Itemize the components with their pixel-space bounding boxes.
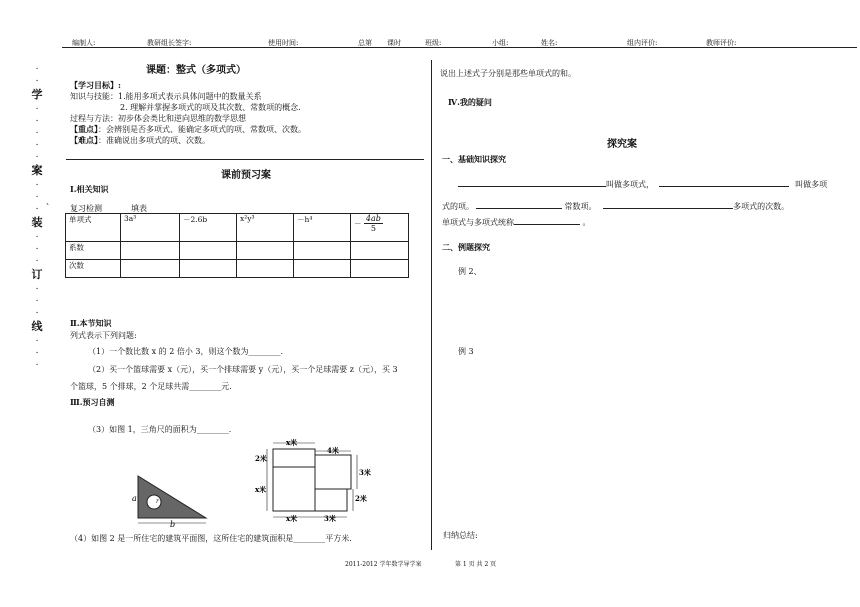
monomial-table (65, 213, 409, 278)
figure-2-bottom-left: x米 (286, 514, 298, 523)
gutter-mark: 、 (46, 197, 54, 206)
header-group-eval: 组内评价: (627, 39, 658, 47)
header-editor: 编制人: (72, 39, 96, 47)
goal-1: 知识与技能：1.能用多项式表示具体问题中的数量关系 (70, 92, 262, 101)
table-row (66, 260, 409, 278)
answer-cell[interactable] (237, 260, 294, 278)
definition-3: 单项式与多项式统称 (442, 218, 514, 227)
gutter-char: 线 (31, 320, 43, 333)
section-1-heading: Ⅰ.相关知识 (70, 184, 109, 194)
answer-cell[interactable] (121, 260, 180, 278)
table-cell: 3a³ (121, 214, 180, 242)
section-3-heading: Ⅲ.预习自测 (70, 397, 115, 407)
question-4: （4）如图 2 是一所住宅的建筑平面图，这所住宅的建筑面积是________平方米. (70, 534, 352, 543)
figure-1-triangle (130, 472, 212, 528)
preview-title: 课前预习案 (221, 170, 271, 181)
part-1-heading: 一、基础知识探究 (442, 154, 506, 164)
gutter-char: . (35, 242, 39, 252)
question-3: （3）如图 1，三角尺的面积为________. (88, 425, 232, 434)
figure-2-left-mid: x米 (255, 485, 267, 494)
answer-blank[interactable] (476, 200, 562, 209)
definition-1a: 叫做多项式， (606, 180, 654, 189)
answer-blank[interactable] (659, 178, 789, 187)
definition-1b: 叫做多项 (795, 180, 828, 189)
gutter-char: . (35, 138, 39, 148)
section-rule (66, 159, 424, 160)
review-label: 复习检测 (70, 204, 102, 213)
binding-gutter (30, 62, 44, 370)
footer-text: 2011-2012 学年数学导学案 (345, 561, 422, 568)
answer-blank[interactable] (458, 178, 606, 187)
gutter-char: . (35, 178, 39, 188)
fill-label: 填表 (131, 204, 147, 213)
definition-2a: 式的项。 (442, 202, 474, 211)
gutter-char: . (35, 294, 39, 304)
gutter-char: . (35, 282, 39, 292)
row-label: 单项式 (66, 214, 121, 242)
gutter-char: . (35, 114, 39, 124)
figure-2-top: x米 (286, 438, 298, 447)
table-cell: x²y³ (237, 214, 294, 242)
example-3: 例 3 (458, 347, 474, 356)
figure-1-label-a: a (132, 494, 137, 503)
gutter-char: . (35, 126, 39, 136)
header-lesson: 课时 (387, 39, 401, 47)
table-row (66, 214, 409, 242)
figure-2-floor-plan (253, 437, 383, 525)
gutter-char: . (35, 358, 39, 368)
summary-label: 归纳总结: (443, 531, 478, 540)
header-name: 姓名: (541, 39, 558, 47)
row-label: 次数 (66, 260, 121, 278)
definition-3-end: 。 (582, 218, 591, 227)
footer-page: 第 1 页 共 2 页 (455, 561, 497, 568)
answer-cell[interactable] (121, 242, 180, 260)
fraction-sign: － (354, 219, 362, 228)
definition-line-2 (442, 200, 789, 212)
header-class: 班级: (425, 39, 442, 47)
answer-blank[interactable] (603, 200, 733, 209)
gutter-char: 装 (31, 216, 43, 229)
answer-cell[interactable] (351, 260, 409, 278)
fraction-numerator: 4ab (365, 214, 381, 223)
definition-line-1 (458, 178, 827, 190)
explore-title: 探究案 (607, 139, 637, 150)
question-2-line-2: 个篮球，5 个排球，2 个足球共需________元. (70, 382, 232, 391)
key-label: 【重点】 (70, 124, 98, 134)
answer-cell[interactable] (351, 242, 409, 260)
answer-cell[interactable] (180, 260, 237, 278)
header-reviewer: 教研组长签字: (147, 39, 192, 47)
definition-2b: 常数项。 (564, 202, 597, 211)
gutter-char: . (35, 190, 39, 200)
figure-2-right-top: 3米 (359, 468, 371, 477)
header-use-time: 使用时间: (268, 39, 299, 47)
table-cell: －h⁴ (294, 214, 351, 242)
definition-line-3 (442, 216, 591, 228)
column-divider (431, 60, 432, 550)
lesson-title: 课题：整式（多项式） (146, 65, 246, 76)
key-point (70, 124, 306, 135)
question-2-line-1: （2）买一个篮球需要 x（元），买一个排球需要 y（元），买一个足球需要 z（元），买 3 (88, 365, 398, 374)
header-rule (62, 47, 857, 48)
gutter-char: . (35, 346, 39, 356)
section-4-heading: Ⅳ.我的疑问 (448, 97, 492, 107)
difficulty-label: 【难点】 (70, 135, 98, 145)
answer-cell[interactable] (237, 242, 294, 260)
row-label: 系数 (66, 242, 121, 260)
answer-cell[interactable] (294, 242, 351, 260)
figure-1-label-b: b (170, 520, 176, 528)
intro-line: 说出上述式子分别是那些单项式的和。 (440, 69, 576, 78)
section-2-heading: Ⅱ.本节知识 (70, 318, 112, 328)
gutter-char: . (35, 334, 39, 344)
gutter-char: . (35, 102, 39, 112)
figure-2-top-right: 4米 (327, 446, 339, 455)
figure-2-left-top: 2米 (255, 454, 267, 463)
gutter-char: . (35, 230, 39, 240)
figure-2-bottom-right: 3米 (324, 514, 336, 523)
gutter-char: . (35, 254, 39, 264)
difficulty-text: ：准确说出多项式的项、次数。 (98, 136, 210, 145)
figure-2-right-bottom: 2米 (355, 494, 367, 503)
gutter-char: 案 (31, 164, 43, 177)
table-cell: －2.6b (180, 214, 237, 242)
definition-2c: 多项式的次数。 (733, 202, 790, 211)
answer-blank[interactable] (514, 216, 580, 225)
table-row (66, 242, 409, 260)
header-total-no: 总第 (358, 39, 372, 47)
section-2-intro: 列式表示下列问题: (70, 331, 137, 340)
question-1: （1）一个数比数 x 的 2 倍小 3，则这个数为________. (88, 347, 284, 356)
key-text: ：会辨别是否多项式、能确定多项式的项、常数项、次数。 (98, 125, 306, 134)
answer-cell[interactable] (180, 242, 237, 260)
goal-2: 2. 理解并掌握多项式的项及其次数、常数项的概念. (120, 103, 301, 112)
table-cell-fraction (351, 214, 409, 242)
figure-1-label-r: r (156, 498, 159, 505)
answer-cell[interactable] (294, 260, 351, 278)
gutter-char: . (35, 62, 39, 72)
gutter-char: . (35, 74, 39, 84)
gutter-char: 学 (31, 88, 43, 101)
fraction-denominator: 5 (370, 224, 376, 233)
gutter-char: . (35, 150, 39, 160)
gutter-char: . (35, 202, 39, 212)
difficulty-point (70, 135, 210, 146)
part-2-heading: 二、例题探究 (442, 242, 490, 252)
gutter-char: 订 (31, 268, 43, 281)
gutter-char: . (35, 306, 39, 316)
header-teacher-eval: 教师评价: (706, 39, 737, 47)
goal-3: 过程与方法：初步体会类比和逆向思维的数学思想 (70, 114, 246, 123)
goals-heading: 【学习目标】: (70, 80, 121, 90)
header-group: 小组: (492, 39, 509, 47)
example-2: 例 2、 (458, 267, 482, 276)
